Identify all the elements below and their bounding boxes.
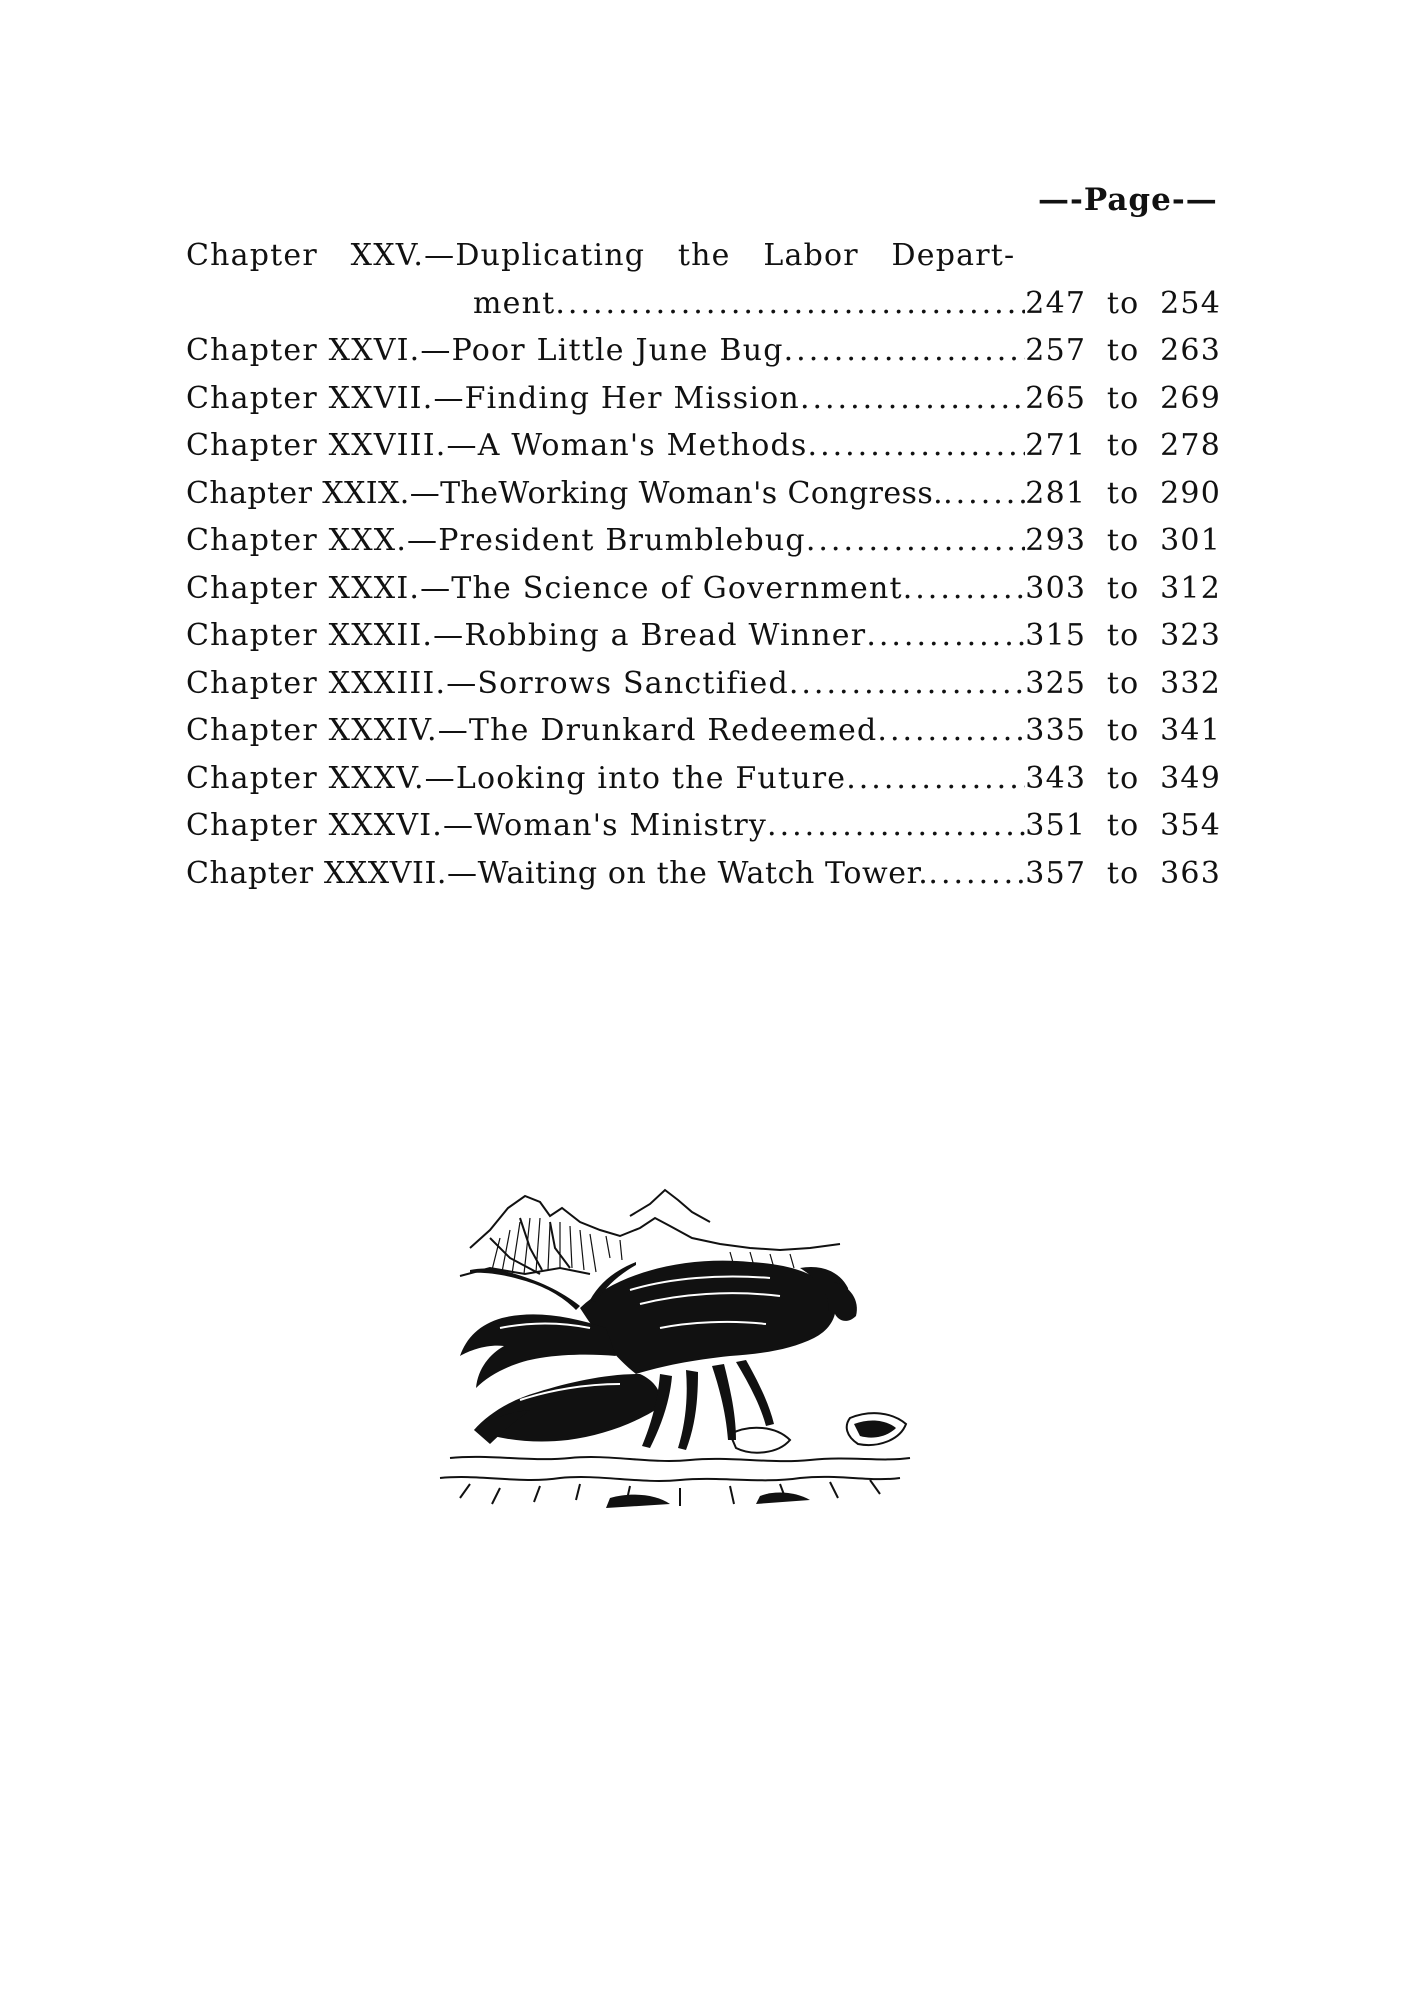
dot-leader	[846, 755, 1025, 803]
toc-entry-28	[186, 422, 1221, 470]
toc-entry-29	[186, 470, 1221, 518]
dot-leader	[767, 802, 1025, 850]
toc-entry-pages: 351 to 354	[1025, 808, 1221, 843]
toc-entry-title: Chapter XXX.—President Brumblebug	[186, 523, 806, 558]
toc-entry-pages: 265 to 269	[1025, 380, 1221, 416]
toc-entry-pages: 271 to 278	[1025, 428, 1221, 463]
dot-leader	[789, 660, 1025, 708]
toc-entry-pages: 357 to 363	[1025, 855, 1221, 891]
dot-leader	[808, 422, 1026, 470]
toc-entry-35	[186, 755, 1221, 803]
toc-entry-pages: 335 to 341	[1025, 713, 1221, 748]
toc-entry-title: Chapter XXVI.—Poor Little June Bug	[186, 333, 784, 368]
toc-entry-34	[186, 707, 1221, 755]
toc-entry-pages: 293 to 301	[1025, 523, 1221, 558]
dot-leader	[806, 517, 1025, 565]
toc-entry-pages: 303 to 312	[1025, 570, 1221, 606]
dot-leader	[866, 612, 1025, 660]
toc-entry-37	[186, 850, 1221, 898]
toc-entry-pages: 257 to 263	[1025, 333, 1221, 368]
toc-entry-title-continued: ment	[473, 285, 556, 321]
toc-entry-25-line-2	[186, 280, 1221, 328]
toc-entry-pages: 325 to 332	[1025, 665, 1221, 701]
dot-leader	[877, 707, 1025, 755]
dot-leader	[555, 280, 1025, 328]
toc-entry-27	[186, 375, 1221, 423]
toc-entry-title: Chapter XXVII.—Finding Her Mission	[186, 380, 800, 416]
toc-entry-title: Chapter XXV.—Duplicating the Labor Depart-	[186, 238, 1016, 273]
toc-entry-pages: 343 to 349	[1025, 760, 1221, 796]
toc-entry-title: Chapter XXXV.—Looking into the Future	[186, 760, 847, 796]
toc-entry-title: Chapter XXXVI.—Woman's Ministry	[186, 808, 768, 843]
toc-entry-title: Chapter XXXII.—Robbing a Bread Winner	[186, 618, 867, 653]
dot-leader	[903, 565, 1026, 613]
toc-entry-32	[186, 612, 1221, 660]
toc-entry-title: Chapter XXXIV.—The Drunkard Redeemed	[186, 713, 878, 748]
toc-entry-title: Chapter XXIX.—TheWorking Woman's Congress.	[186, 475, 944, 511]
lobster-vignette-icon	[430, 1178, 930, 1516]
dot-leader	[928, 850, 1025, 898]
dot-leader	[943, 470, 1025, 518]
toc-entry-title: Chapter XXXI.—The Science of Government	[186, 570, 903, 606]
toc-entry-30	[186, 517, 1221, 565]
dot-leader	[784, 327, 1026, 375]
dot-leader	[800, 375, 1025, 423]
toc-entry-26	[186, 327, 1221, 375]
toc-entry-36	[186, 802, 1221, 850]
toc-entry-title: Chapter XXXVII.—Waiting on the Watch Tower.	[186, 855, 929, 891]
toc-entry-pages: 315 to 323	[1025, 618, 1221, 653]
toc-entry-25-line-1	[186, 232, 1221, 280]
toc-entry-title: Chapter XXXIII.—Sorrows Sanctified	[186, 665, 789, 701]
toc-entry-pages: 247 to 254	[1025, 285, 1221, 321]
table-of-contents	[186, 232, 1221, 897]
toc-entry-31	[186, 565, 1221, 613]
toc-entry-33	[186, 660, 1221, 708]
toc-entry-pages: 281 to 290	[1025, 475, 1221, 511]
page-column-header: —-Page-—	[1038, 182, 1218, 218]
toc-entry-title: Chapter XXVIII.—A Woman's Methods	[186, 428, 808, 463]
